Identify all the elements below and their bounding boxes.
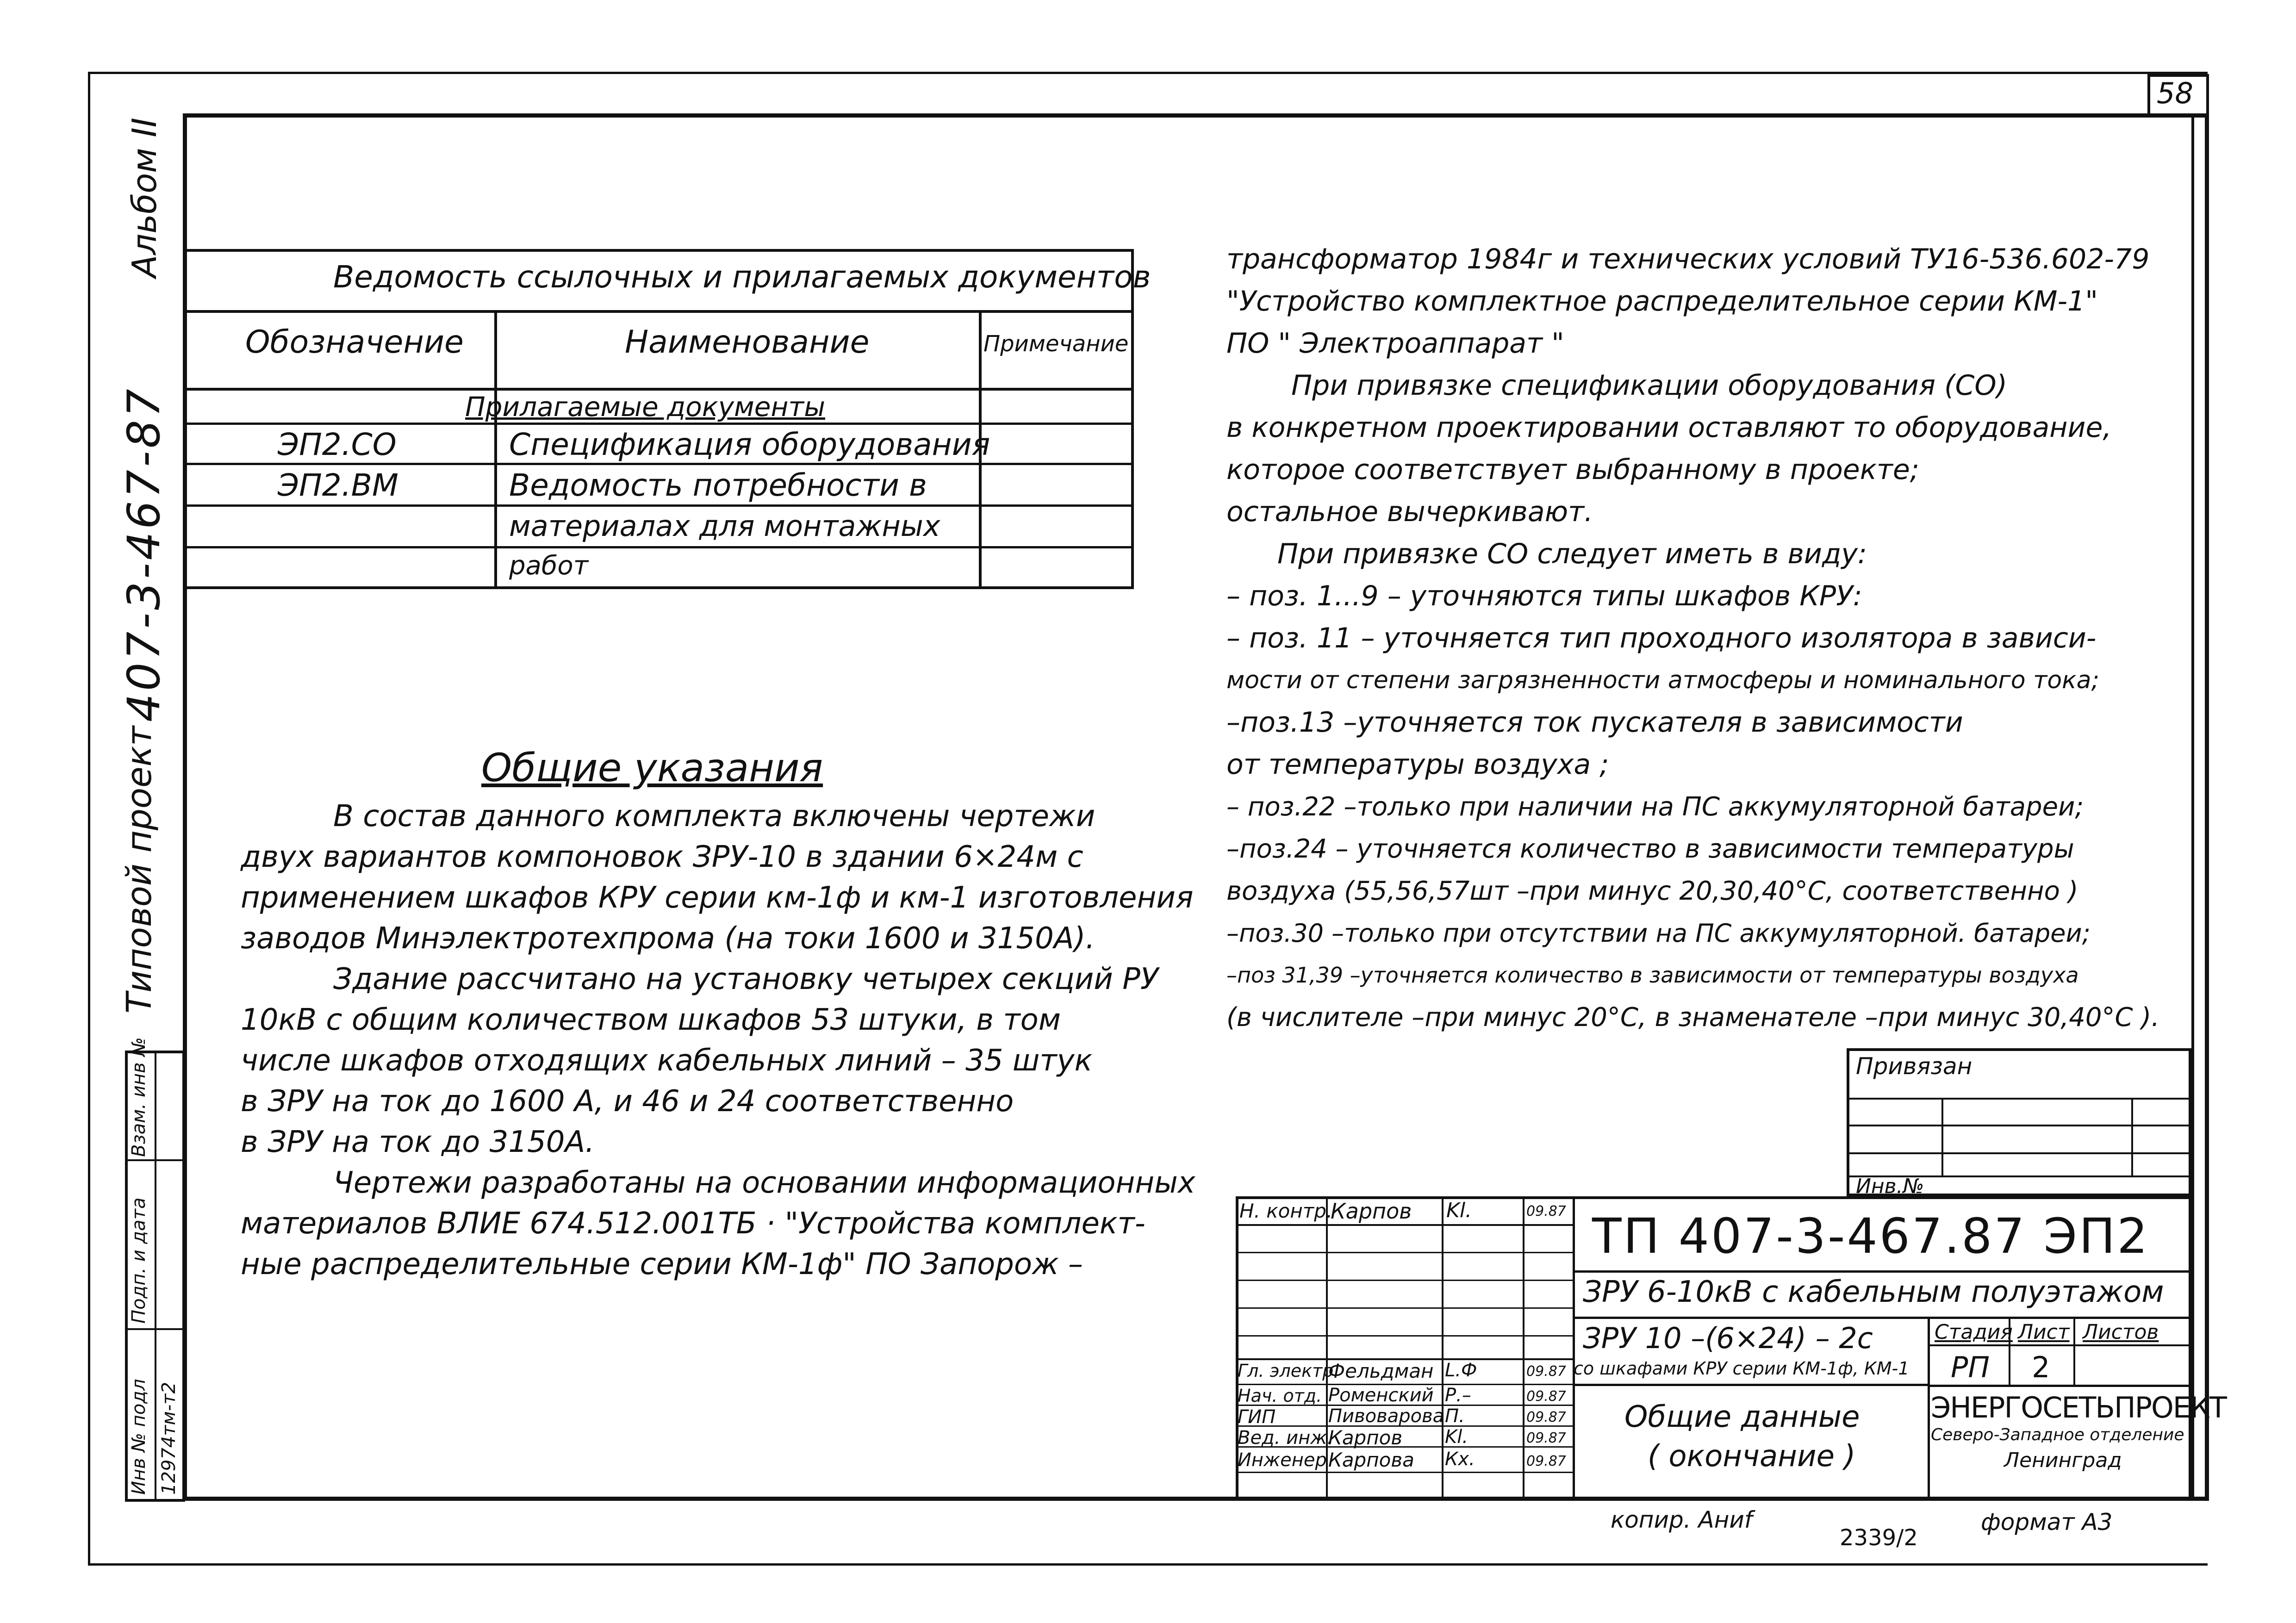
right-line: –поз.24 – уточняется количество в зависимости температуры: [1226, 834, 2074, 864]
drawing-variant-sub: со шкафами КРУ серии КМ-1ф, КМ-1: [1574, 1358, 1910, 1379]
tb-col-name: [1442, 1196, 1444, 1501]
tb-stage-bottom-line: [1928, 1385, 2191, 1387]
stamp-label-sign-date: Подп. и дата: [128, 1197, 149, 1324]
stamp-divider-1: [125, 1159, 185, 1161]
tb-col-date: [1573, 1196, 1575, 1501]
footer-format: формат А3: [1981, 1509, 2113, 1536]
binding-label: Привязан: [1856, 1053, 1972, 1080]
ref-table-header-line: [183, 388, 1134, 391]
general-line: 10кВ с общим количеством шкафов 53 штуки, в том: [241, 1003, 1061, 1037]
sig-date: 09.87: [1526, 1203, 1566, 1219]
ref-table-title: Ведомость ссылочных и прилагаемых документов: [333, 259, 1151, 295]
general-line: В состав данного комплекта включены чертежи: [333, 799, 1095, 833]
tb-sheets-col: [2073, 1317, 2075, 1386]
tb-sig-line: [1236, 1224, 1575, 1226]
ref-header-designation: Обозначение: [245, 324, 464, 361]
general-text: [241, 796, 1195, 1285]
sig-date: 09.87: [1526, 1430, 1566, 1446]
sig-date: 09.87: [1526, 1409, 1566, 1425]
right-line: –поз.30 –только при отсутствии на ПС аккумуляторной. батареи;: [1226, 919, 2091, 948]
sig-role: Вед. инж.: [1238, 1427, 1333, 1449]
stamp-divider-2: [125, 1328, 185, 1330]
stage-value: РП: [1951, 1350, 1990, 1384]
right-line: трансформатор 1984г и технических условий ТУ16-536.602-79: [1226, 243, 2150, 275]
general-line: в ЗРУ на ток до 1600 А, и 46 и 24 соответственно: [241, 1084, 1014, 1119]
org-department: Северо-Западное отделение: [1931, 1425, 2184, 1444]
sig-date: 09.87: [1526, 1363, 1566, 1380]
tb-col-sign: [1523, 1196, 1524, 1501]
stamp-inv-value: 12974тм-т2: [158, 1382, 180, 1495]
sig-name: Карпов: [1331, 1199, 1412, 1224]
sig-role: ГИП: [1238, 1406, 1276, 1428]
right-line: При привязке СО следует иметь в виду:: [1277, 538, 1867, 570]
stamp-column-divider: [155, 1051, 156, 1502]
project-number: 407-3-467-87: [118, 386, 170, 722]
right-line: – поз. 11 – уточняется тип проходного изолятора в зависи-: [1226, 622, 2097, 654]
sig-role: Н. контр.: [1239, 1200, 1333, 1222]
right-line: воздуха (55,56,57шт –при минус 20,30,40°С, соответственно ): [1226, 876, 2078, 906]
ref-row-name: Спецификация оборудования: [509, 427, 990, 462]
right-line: "Устройство комплектное распределительное серии КМ-1": [1226, 285, 2098, 317]
drawing-subtitle: ЗРУ 6-10кВ с кабельным полуэтажом: [1583, 1275, 2164, 1309]
sig-name: Карпова: [1328, 1449, 1414, 1471]
org-city: Ленинград: [2004, 1449, 2122, 1472]
binding-col-2: [2131, 1098, 2133, 1175]
left-trim-line: [88, 72, 90, 1564]
album-label: Альбом II: [125, 118, 164, 278]
tb-sig-line: [1236, 1252, 1575, 1253]
ref-table-title-line: [183, 310, 1134, 313]
top-trim-line: [88, 72, 2208, 74]
ref-row-designation: ЭП2.ВМ: [278, 467, 398, 503]
general-line: числе шкафов отходящих кабельных линий – 35 штук: [241, 1044, 1093, 1078]
ref-row-line-2: [183, 504, 1134, 507]
sig-sign: L.Ф: [1445, 1360, 1477, 1381]
footer-copy: копир. Аниf: [1611, 1506, 1753, 1533]
project-label: Типовой проект: [119, 726, 159, 1014]
drawing-variant: ЗРУ 10 –(6×24) – 2с: [1583, 1321, 1873, 1355]
binding-inv-label: Инв.№: [1856, 1175, 1924, 1198]
ref-header-name: Наименование: [625, 324, 870, 361]
tb-code-line: [1573, 1270, 2191, 1273]
general-line: применением шкафов КРУ серии км-1ф и км-1 изготовления: [241, 881, 1194, 915]
ref-header-note: Примечание: [983, 331, 1129, 357]
ref-section-label: Прилагаемые документы: [465, 391, 825, 423]
sig-name: Фельдман: [1328, 1360, 1434, 1382]
sheet-label: Лист: [2018, 1320, 2070, 1344]
right-line: (в числителе –при минус 20°С, в знаменателе –при минус 30,40°С ).: [1226, 1002, 2159, 1032]
sig-name: Роменский: [1328, 1385, 1434, 1406]
ref-row-line-1: [183, 463, 1134, 465]
ref-row-name: Ведомость потребности в: [509, 467, 927, 503]
ref-row-designation: ЭП2.СО: [278, 427, 397, 462]
general-line: двух вариантов компоновок ЗРУ-10 в здании 6×24м с: [241, 840, 1083, 874]
sig-sign: Kl.: [1446, 1199, 1472, 1222]
ref-row-name: работ: [509, 551, 589, 581]
tb-sig-line: [1236, 1307, 1575, 1309]
tb-sig-line: [1236, 1335, 1575, 1337]
tb-subtitle-line: [1573, 1317, 2191, 1319]
right-line: При привязке спецификации оборудования (СО): [1291, 369, 2007, 402]
sig-sign: Кх.: [1445, 1449, 1475, 1470]
right-line: ПО " Электроаппарат ": [1226, 327, 1564, 360]
bottom-trim-line: [88, 1563, 2208, 1566]
right-line: – поз. 1...9 – уточняются типы шкафов КРУ:: [1226, 580, 1862, 612]
general-heading: Общие указания: [481, 745, 823, 790]
sig-date: 09.87: [1526, 1388, 1566, 1405]
right-line: в конкретном проектировании оставляют то оборудование,: [1226, 411, 2112, 444]
sig-sign: П.: [1445, 1405, 1465, 1427]
tb-sig-line: [1236, 1472, 1575, 1473]
stage-label: Стадия: [1935, 1320, 2013, 1344]
sig-sign: Р.–: [1445, 1385, 1471, 1406]
binding-line-3: [1847, 1152, 2191, 1154]
org-name: ЭНЕРГОСЕТЬПРОЕКТ: [1931, 1391, 2226, 1424]
sheet-title-1: Общие данные: [1624, 1400, 1860, 1434]
sig-name: Карпов: [1328, 1426, 1403, 1449]
general-line: заводов Минэлектротехпрома (на токи 1600 и 3150А).: [241, 921, 1095, 956]
sheets-label: Листов: [2083, 1320, 2159, 1344]
right-line: остальное вычеркивают.: [1226, 496, 1593, 528]
stamp-label-replace: Взам. инв №: [128, 1037, 149, 1157]
sig-sign: Kl.: [1445, 1426, 1468, 1448]
tb-sig-line: [1236, 1280, 1575, 1281]
binding-line-1: [1847, 1098, 2191, 1100]
stamp-label-inv: Инв № подл: [128, 1379, 149, 1495]
right-line: –поз 31,39 –уточняется количество в зависимости от температуры воздуха: [1226, 963, 2079, 988]
sig-name: Пивоварова: [1328, 1405, 1444, 1427]
sheet-value: 2: [2032, 1350, 2050, 1384]
general-line: материалов ВЛИЕ 674.512.001ТБ · "Устройства комплект-: [241, 1206, 1145, 1241]
ref-row-line-0: [183, 423, 1134, 425]
right-text: [1226, 238, 2159, 1038]
general-line: Чертежи разработаны на основании информационных: [333, 1166, 1195, 1200]
tb-stage-header-line: [1928, 1344, 2191, 1346]
sig-date: 09.87: [1526, 1453, 1566, 1469]
sig-role: Инженер: [1238, 1449, 1327, 1471]
sig-role: Нач. отд.: [1238, 1386, 1322, 1406]
right-line: от температуры воздуха ;: [1226, 748, 1609, 781]
sheet-corner-number: 58: [2157, 76, 2193, 110]
right-line: которое соответствует выбранному в проекте;: [1226, 454, 1920, 486]
tb-variant-line: [1573, 1384, 1929, 1386]
right-line: –поз.13 –уточняется ток пускателя в зависимости: [1226, 706, 1963, 739]
ref-row-name: материалах для монтажных: [509, 509, 940, 543]
sheet-title-2: ( окончание ): [1648, 1439, 1856, 1474]
right-line: мости от степени загрязненности атмосферы и номинального тока;: [1226, 666, 2099, 694]
sig-role: Гл. электр.: [1238, 1361, 1339, 1381]
footer-number: 2339/2: [1840, 1525, 1918, 1551]
drawing-code: ТП 407-3-467.87 ЭП2: [1592, 1208, 2150, 1264]
ref-row-line-3: [183, 546, 1134, 548]
general-line: ные распределительные серии КМ-1ф" ПО Запорож –: [241, 1247, 1083, 1281]
right-inner-line: [2191, 113, 2194, 1501]
right-line: – поз.22 –только при наличии на ПС аккумуляторной батареи;: [1226, 792, 2084, 822]
binding-line-2: [1847, 1125, 2191, 1126]
binding-col-1: [1941, 1098, 1943, 1175]
general-line: в ЗРУ на ток до 3150А.: [241, 1125, 595, 1159]
general-line: Здание рассчитано на установку четырех секций РУ: [333, 962, 1158, 996]
